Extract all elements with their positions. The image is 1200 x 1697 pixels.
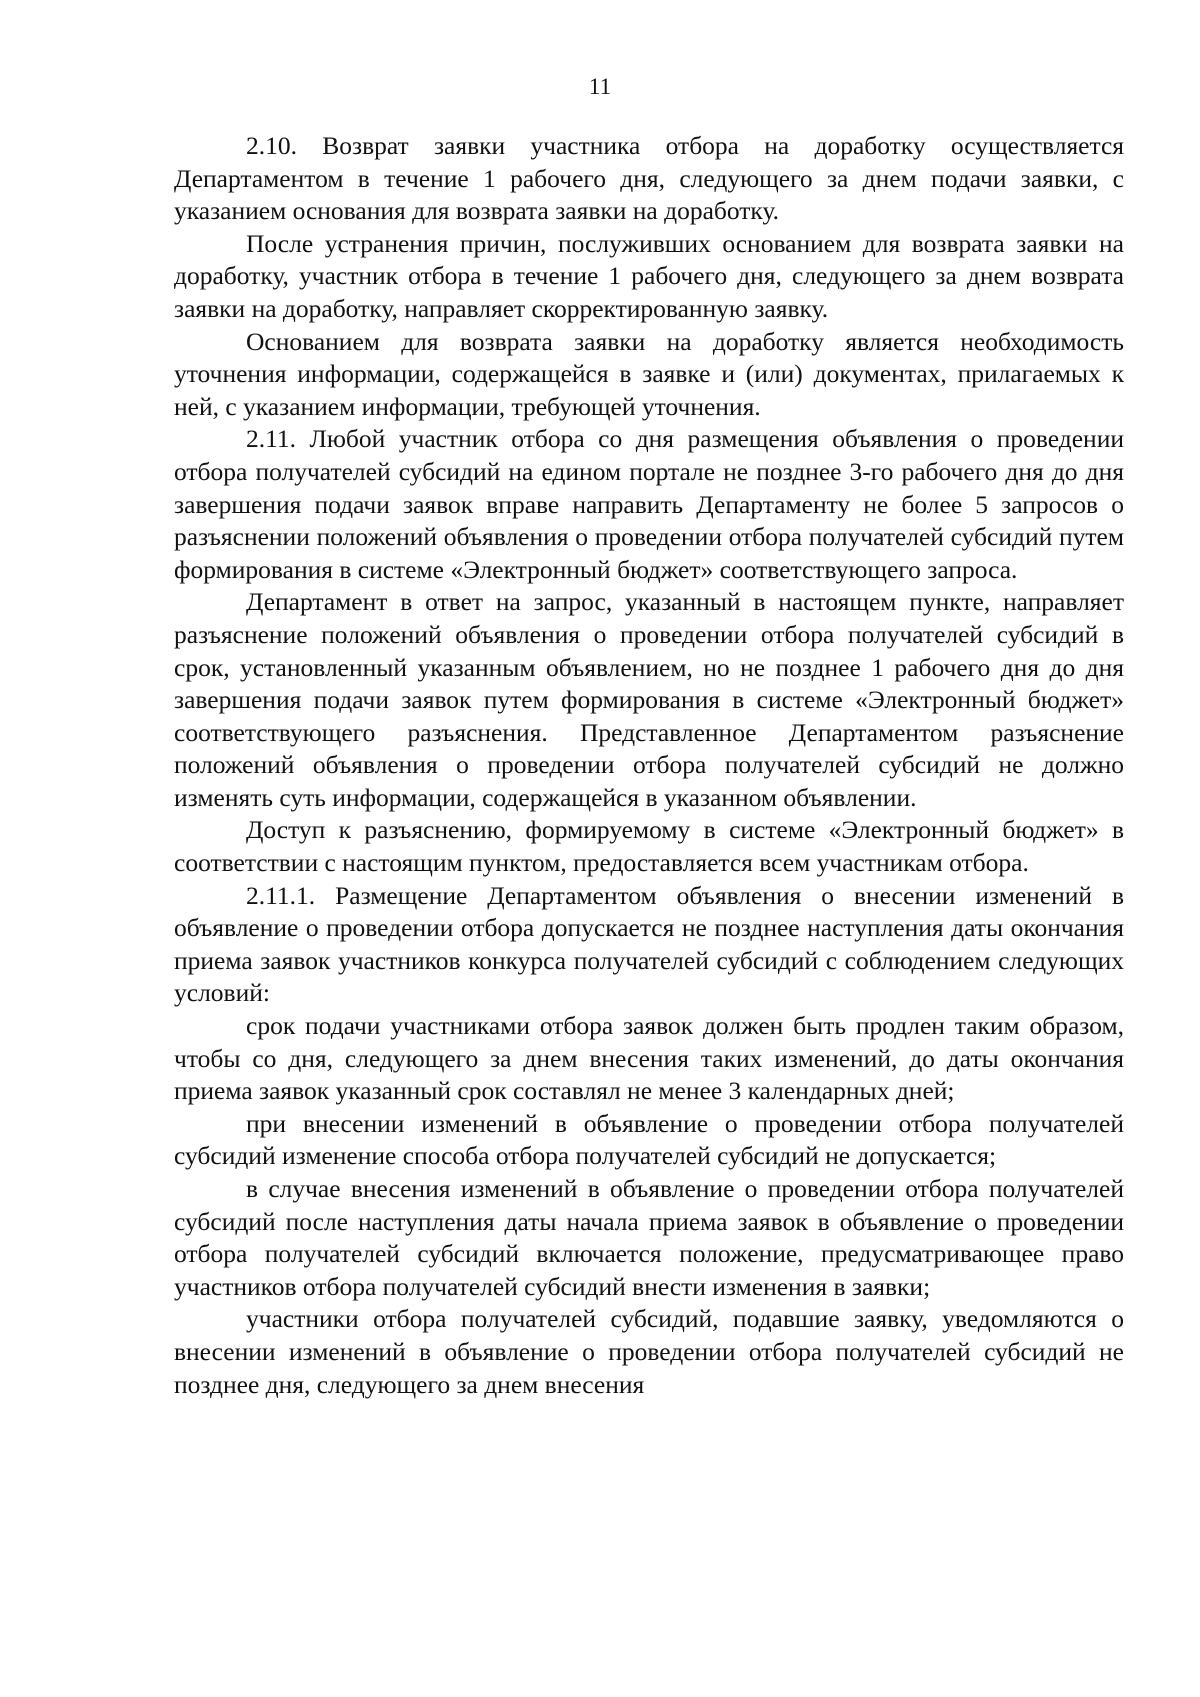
paragraph-2-10: 2.10. Возврат заявки участника отбора на доработку осуществляется Департаментом в течение 1 рабочего дня, следующего за днем подачи заявки, с указанием основания для возврата заявки на доработку. <box>174 131 1124 226</box>
paragraph-return-grounds: Основанием для возврата заявки на доработку является необходимость уточнения информации, содержащейся в заявке и (или) документах, прилагаемых к ней, с указанием информации, требующей уточнения. <box>174 326 1124 421</box>
paragraph-notification: участники отбора получателей субсидий, подавшие заявку, уведомляются о внесении изменений в объявление о проведении отбора получателей субсидий не позднее дня, следующего за днем внесения <box>174 1304 1124 1399</box>
paragraph-right-to-amend: в случае внесения изменений в объявление о проведении отбора получателей субсидий после наступления даты начала приема заявок в объявление о проведении отбора получателей субсидий включается положение, предусматривающее право участников отбора получателей субсидий внести изменения в заявки; <box>174 1174 1124 1301</box>
paragraph-method-unchanged: при внесении изменений в объявление о проведении отбора получателей субсидий изменение способа отбора получателей субсидий не допускается; <box>174 1108 1124 1171</box>
paragraph-access-to-clarification: Доступ к разъяснению, формируемому в системе «Электронный бюджет» в соответствии с настоящим пунктом, предоставляется всем участникам отбора. <box>174 815 1124 878</box>
paragraph-department-response: Департамент в ответ на запрос, указанный в настоящем пункте, направляет разъяснение положений объявления о проведении отбора получателей субсидий в срок, установленный указанным объявлением, но не позднее 1 рабочего дня до дня завершения подачи заявок путем формирования в системе «Электронный бюджет» соответствующего разъяснения. Представленное Департаментом разъяснение положений объявления о проведении отбора получателей субсидий не должно изменять суть информации, содержащейся в указанном объявлении. <box>174 587 1124 812</box>
paragraph-after-correction: После устранения причин, послуживших основанием для возврата заявки на доработку, участник отбора в течение 1 рабочего дня, следующего за днем возврата заявки на доработку, направляет скорректированную заявку. <box>174 228 1124 323</box>
document-body <box>174 130 1124 1401</box>
paragraph-2-11: 2.11. Любой участник отбора со дня размещения объявления о проведении отбора получателей субсидий на едином портале не позднее 3-го рабочего дня до дня завершения подачи заявок вправе направить Департаменту не более 5 запросов о разъяснении положений объявления о проведении отбора получателей субсидий путем формирования в системе «Электронный бюджет» соответствующего запроса. <box>174 424 1124 584</box>
paragraph-2-11-1: 2.11.1. Размещение Департаментом объявления о внесении изменений в объявление о проведении отбора допускается не позднее наступления даты окончания приема заявок участников конкурса получателей субсидий с соблюдением следующих условий: <box>174 880 1124 1008</box>
paragraph-deadline-extension: срок подачи участниками отбора заявок должен быть продлен таким образом, чтобы со дня, следующего за днем внесения таких изменений, до даты окончания приема заявок указанный срок составлял не менее 3 календарных дней; <box>174 1011 1124 1106</box>
page-number: 11 <box>588 74 612 99</box>
